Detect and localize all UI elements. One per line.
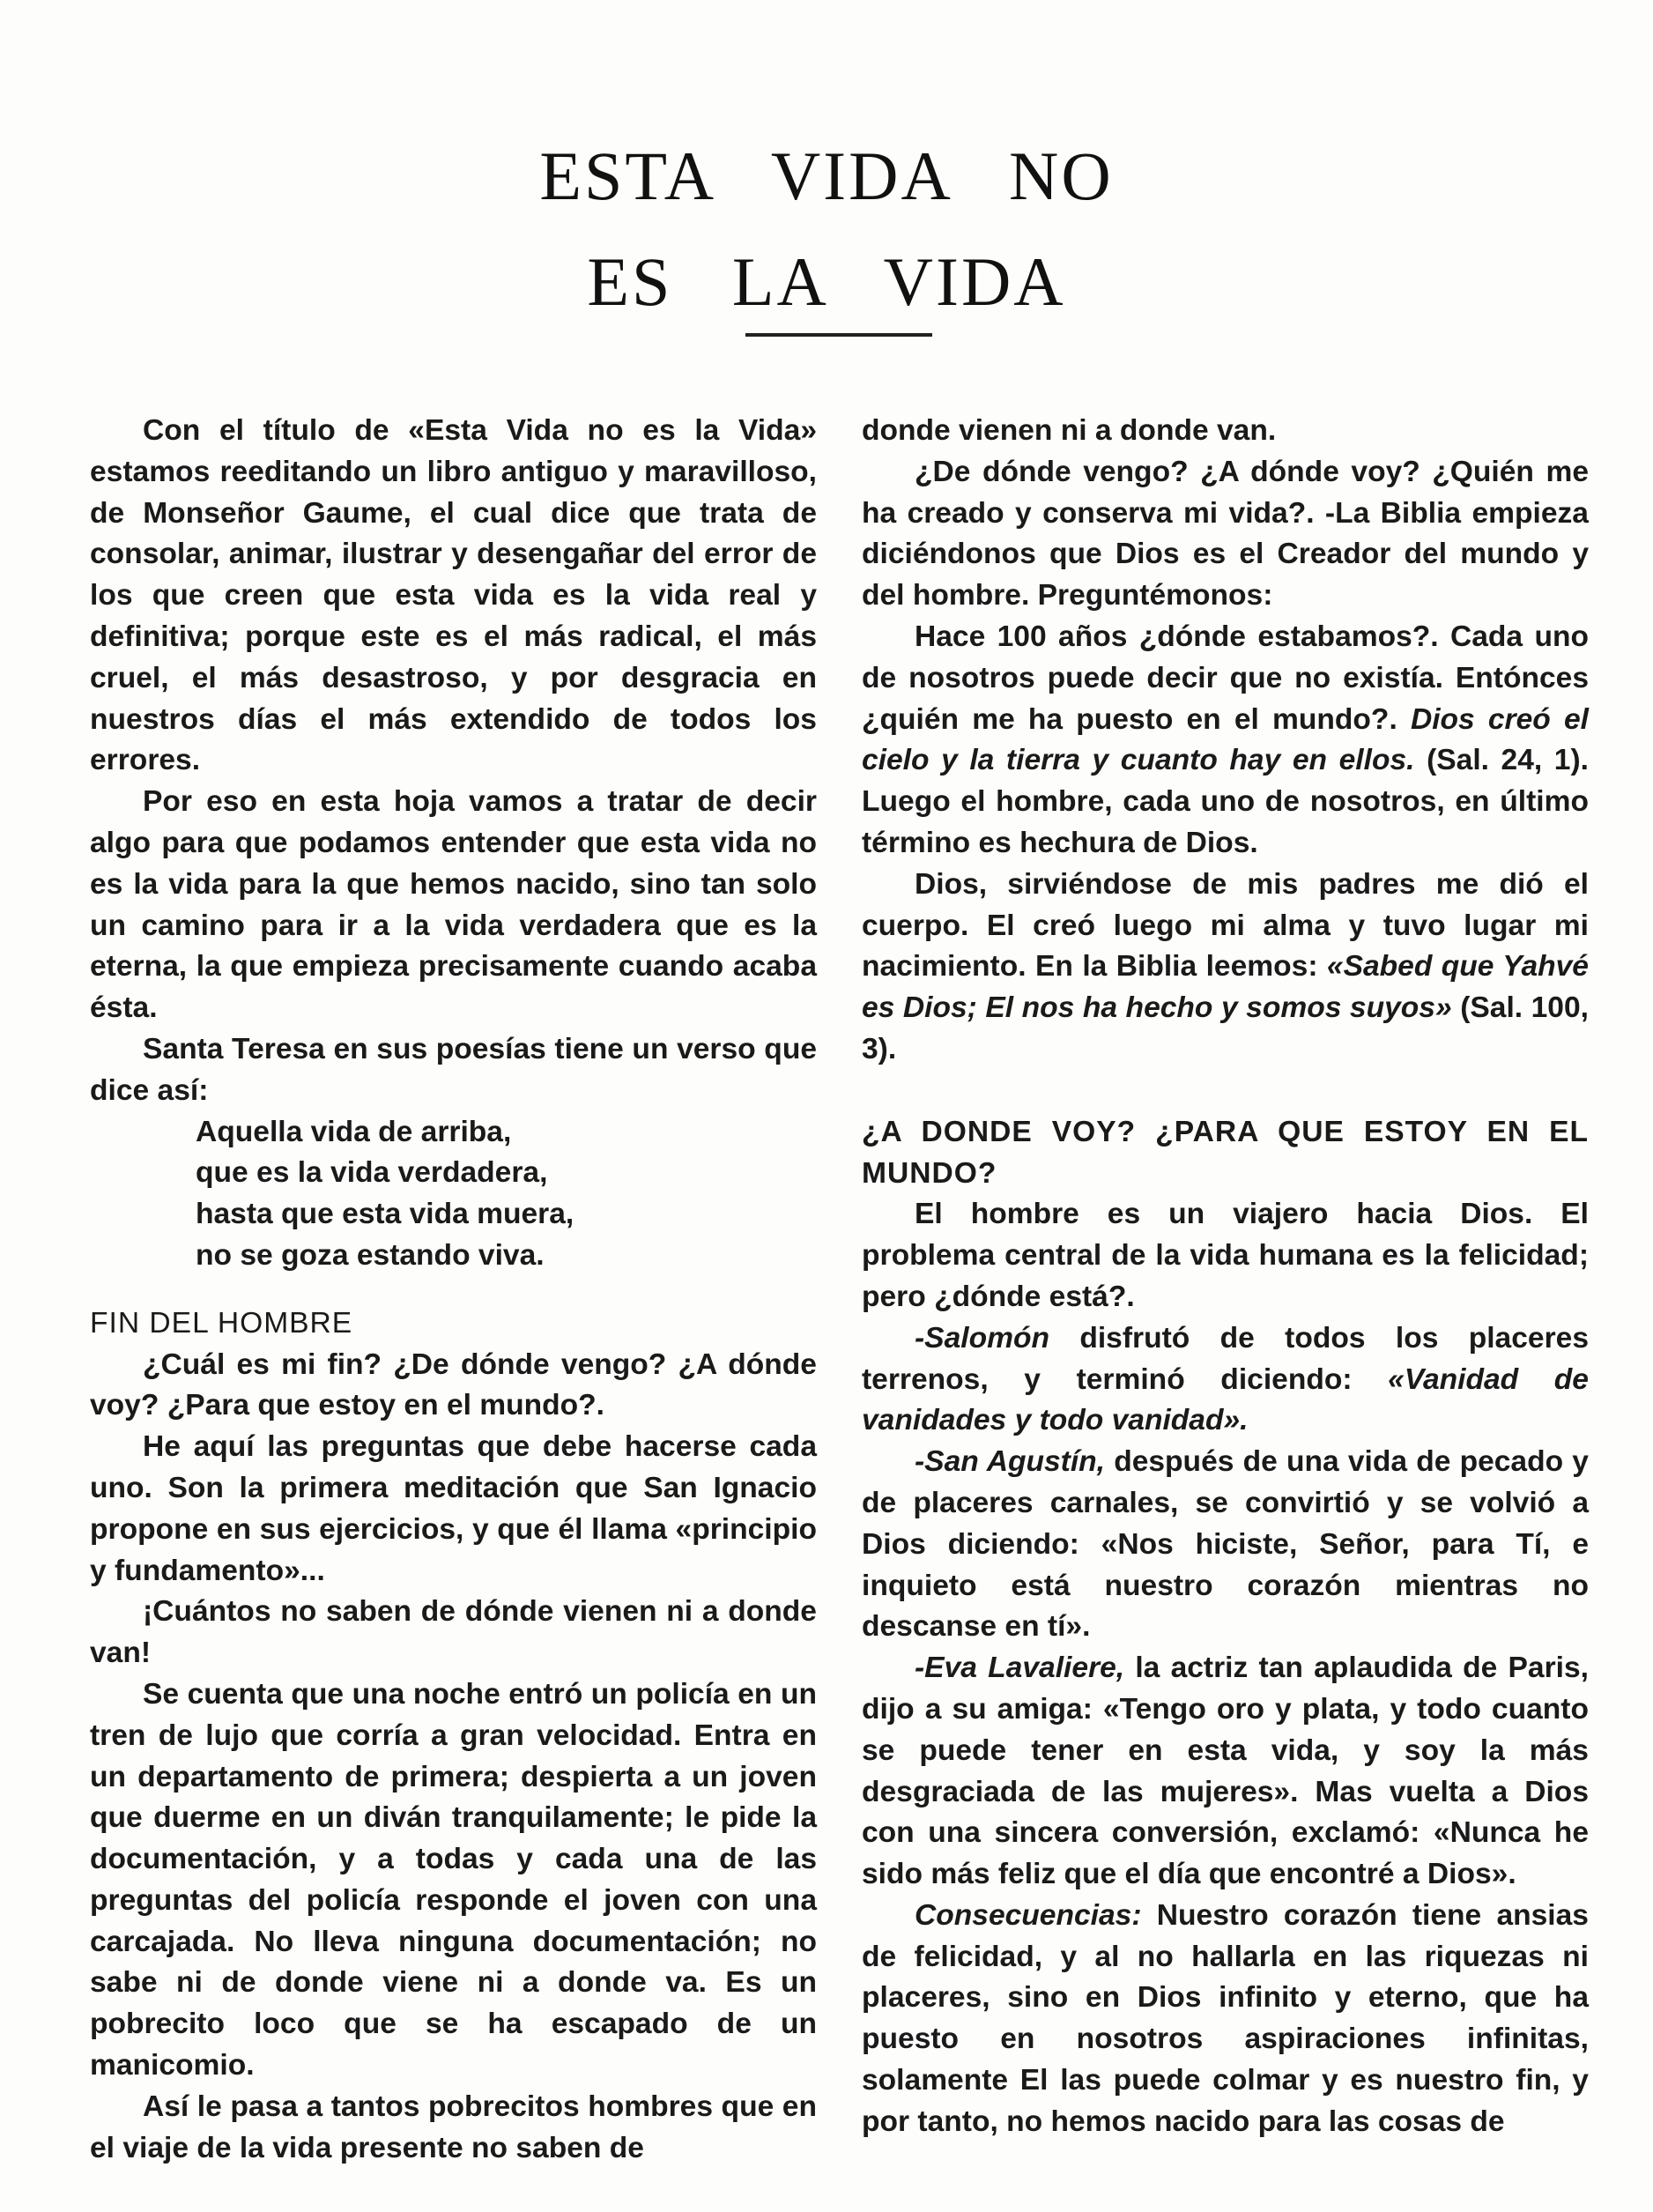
verse-line: Aquella vida de arriba, [196, 1115, 512, 1148]
paragraph: -Eva Lavaliere, la actriz tan aplaudida de Paris, dijo a su amiga: «Tengo oro y plata, y todo cuanto se puede tener en esta vida, y soy la más desgraciada de las mujeres». Mas vuelta a Dios con una sincera conversión, exclamó: «Nunca he sido más feliz que el día que encontré a Dios». [862, 1652, 1589, 1891]
paragraph: Consecuencias: Nuestro corazón tiene ansias de felicidad, y al no hallarla en las riquezas ni placeres, sino en Dios infinito y eterno, que ha puesto en nosotros aspiraciones infinitas, solamente El las puede colmar y es nuestro fin, y por tanto, no hemos nacido para las cosas de [862, 1898, 1589, 2138]
verse-line: que es la vida verdadera, [196, 1156, 548, 1190]
paragraph: Dios, sirviéndose de mis padres me dió el cuerpo. El creó luego mi alma y tuvo lugar mi nacimiento. En la Biblia leemos: «Sabed que Yahvé es Dios; El nos ha hecho y somos suyos» (Sal. 100, 3). [862, 867, 1589, 1065]
right-column [862, 411, 1589, 2143]
bible-quote: Dios creó el cielo y la tierra y cuanto hay en ellos. [862, 702, 1589, 777]
page-title [0, 123, 1653, 335]
paragraph: ¿De dónde vengo? ¿A dónde voy? ¿Quién me ha creado y conserva mi vida?. -La Biblia empieza diciéndonos que Dios es el Creador del mundo y del hombre. Preguntémonos: [862, 455, 1589, 612]
paragraph: El hombre es un viajero hacia Dios. El problema central de la vida humana es la felicidad; pero ¿dónde está?. [862, 1198, 1589, 1313]
quote: «Vanidad de vanidades y todo vanidad». [862, 1362, 1589, 1437]
verse-line: no se goza estando viva. [196, 1238, 545, 1272]
paragraph: Por eso en esta hoja vamos a tratar de decir algo para que podamos entender que esta vida no es la vida para la que hemos nacido, sino tan solo un camino para ir a la vida verdadera que es la eterna, la que empieza precisamente cuando acaba ésta. [90, 785, 817, 1025]
section-heading: ¿A DONDE VOY? ¿PARA QUE ESTOY EN EL MUNDO? [862, 1115, 1589, 1190]
person-name: -Eva Lavaliere, [915, 1652, 1125, 1685]
left-column [90, 411, 817, 2169]
bible-quote: «Sabed que Yahvé es Dios; El nos ha hecho y somos suyos» [862, 950, 1589, 1025]
person-name: -San Agustín, [915, 1445, 1105, 1479]
paragraph: Así le pasa a tantos pobrecitos hombres que en el viaje de la vida presente no saben de [90, 2090, 817, 2164]
title-line-2: ES LA VIDA [587, 243, 1066, 320]
paragraph: donde vienen ni a donde van. [862, 414, 1277, 447]
paragraph: Santa Teresa en sus poesías tiene un verso que dice así: [90, 1032, 817, 1107]
paragraph: ¿Cuál es mi fin? ¿De dónde vengo? ¿A dónde voy? ¿Para que estoy en el mundo?. [90, 1347, 817, 1422]
poem-verse [90, 1112, 817, 1277]
paragraph: -San Agustín, después de una vida de pecado y de placeres carnales, se convirtió y se volvió a Dios diciendo: «Nos hiciste, Señor, para Tí, e inquieto está nuestro corazón mientras no descanse en tí». [862, 1445, 1589, 1644]
paragraph: -Salomón disfrutó de todos los placeres terrenos, y terminó diciendo: «Vanidad de vanidades y todo vanidad». [862, 1321, 1589, 1437]
paragraph: He aquí las preguntas que debe hacerse cada uno. Son la primera meditación que San Ignacio propone en sus ejercicios, y que él llama «principio y fundamento»... [90, 1430, 817, 1587]
title-line-1: ESTA VIDA NO [539, 137, 1114, 214]
person-name: -Salomón [915, 1321, 1049, 1355]
paragraph: ¡Cuántos no saben de dónde vienen ni a donde van! [90, 1595, 817, 1670]
verse-line: hasta que esta vida muera, [196, 1198, 574, 1231]
label-consecuencias: Consecuencias: [915, 1898, 1142, 1932]
paragraph: Se cuenta que una noche entró un policía en un tren de lujo que corría a gran velocidad. Entra en un departamento de primera; despierta a un joven que duerme en un diván tranquilamente; le pide la documentación, y a todas y cada una de las preguntas del policía responde el joven con una carcajada. No lleva ninguna documentación; no sabe ni de donde viene ni a donde va. Es un pobrecito loco que se ha escapado de un manicomio. [90, 1677, 817, 2082]
section-heading: FIN DEL HOMBRE [90, 1306, 353, 1340]
paragraph: Hace 100 años ¿dónde estabamos?. Cada uno de nosotros puede decir que no existía. Entónces ¿quién me ha puesto en el mundo?. Dios creó el cielo y la tierra y cuanto hay en ellos. (Sal. 24, 1). Luego el hombre, cada uno de nosotros, en último término es hechura de Dios. [862, 620, 1589, 859]
title-divider [745, 333, 932, 337]
paragraph: Con el título de «Esta Vida no es la Vida» estamos reeditando un libro antiguo y maravilloso, de Monseñor Gaume, el cual dice que trata de consolar, animar, ilustrar y desengañar del error de los que creen que esta vida es la vida real y definitiva; porque este es el más radical, el más cruel, el más desastroso, y por desgracia en nuestros días el más extendido de todos los errores. [90, 414, 817, 777]
